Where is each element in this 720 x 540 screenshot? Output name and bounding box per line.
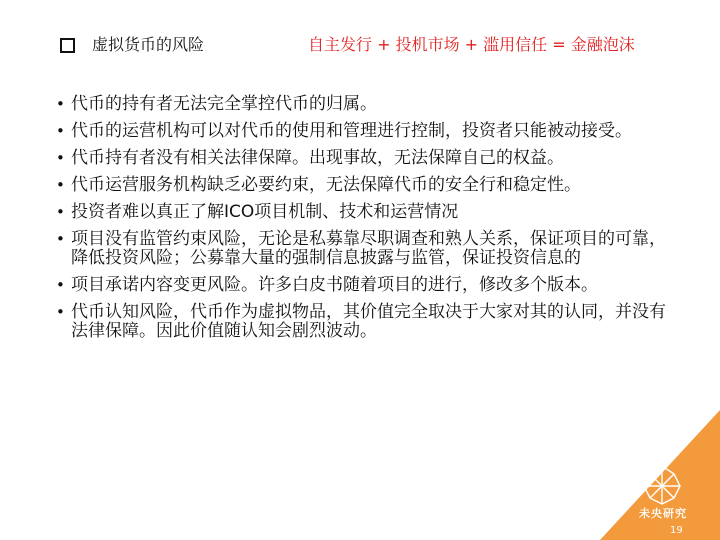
bullet-list-container: [56, 95, 671, 349]
bullet-item: [56, 95, 671, 114]
bullet-item: [56, 276, 671, 295]
bullet-list: [56, 95, 671, 341]
bullet-dot-icon: •: [56, 303, 65, 321]
bullet-text: 代币持有者没有相关法律保障。出现事故，无法保障自己的权益。: [71, 148, 564, 168]
bullet-text: 投资者难以真正了解ICO项目机制、技术和运营情况: [71, 202, 459, 222]
bullet-dot-icon: •: [56, 176, 65, 194]
bullet-text: 代币的运营机构可以对代币的使用和管理进行控制，投资者只能被动接受。: [71, 121, 632, 141]
bullet-dot-icon: •: [56, 95, 65, 113]
bullet-dot-icon: •: [56, 276, 65, 294]
bullet-dot-icon: •: [56, 122, 65, 140]
logo-name: 未央研究: [639, 507, 687, 520]
slide-title: 虚拟货币的风险: [92, 35, 205, 54]
slide-slogan: 自主发行 + 投机市场 + 滥用信任 = 金融泡沫: [308, 35, 635, 54]
bullet-dot-icon: •: [56, 203, 65, 221]
bullet-item: [56, 303, 671, 341]
page-number: 19: [670, 525, 683, 536]
slide-header: [60, 34, 700, 58]
bullet-text: 代币的持有者无法完全掌控代币的归属。: [71, 94, 377, 114]
checkbox-icon: [60, 38, 75, 53]
bullet-item: [56, 230, 671, 268]
bullet-text: 项目没有监管约束风险，无论是私募靠尽职调查和熟人关系，保证项目的可靠，降低投资风险；公募靠大量的强制信息披露与监管，保证投资信息的: [71, 229, 666, 268]
bullet-item: [56, 203, 671, 222]
bullet-item: [56, 122, 671, 141]
bullet-dot-icon: •: [56, 149, 65, 167]
bullet-text: 代币运营服务机构缺乏必要约束，无法保障代币的安全行和稳定性。: [71, 175, 581, 195]
bullet-item: [56, 149, 671, 168]
bullet-text: 项目承诺内容变更风险。许多白皮书随着项目的进行，修改多个版本。: [71, 275, 598, 295]
bullet-item: [56, 176, 671, 195]
bullet-dot-icon: •: [56, 230, 65, 248]
bullet-text: 代币认知风险，代币作为虚拟物品，其价值完全取决于大家对其的认同，并没有法律保障。因此价值随认知会剧烈波动。: [71, 302, 666, 341]
